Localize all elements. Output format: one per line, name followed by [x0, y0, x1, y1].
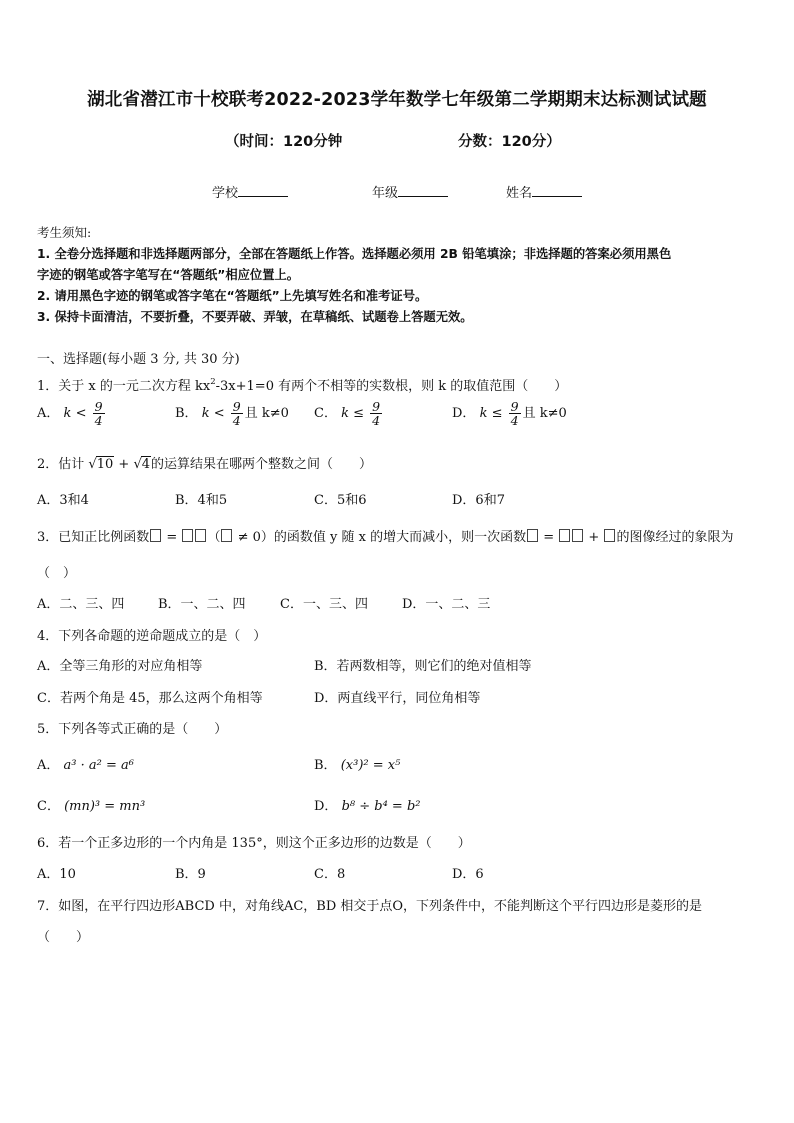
q3-option-c: C．一、三、四	[280, 597, 368, 612]
q1-option-c	[314, 400, 384, 427]
q1-d-den: 4	[510, 413, 519, 429]
name-field	[506, 182, 582, 201]
q1-stem-a: 1．关于 x 的一元二次方程 kx	[37, 379, 211, 394]
q3-stem-eq: =	[539, 530, 559, 545]
q3-stem-c: （	[207, 530, 221, 545]
question-4-stem: 4．下列各命题的逆命题成立的是（ ）	[37, 629, 267, 644]
q5-option-b	[314, 754, 400, 773]
q2-option-a: A．3和4	[37, 493, 89, 508]
q4-option-b: B．若两数相等，则它们的绝对值相等	[314, 659, 532, 674]
q5-option-d	[314, 795, 421, 814]
notice-item-1: 1. 全卷分选择题和非选择题两部分，全部在答题纸上作答。选择题必须用 2B 铅笔填涂；非选择题的答案必须用黑色	[37, 247, 672, 261]
q5-d-expr: b⁸ ÷ b⁴ = b²	[341, 799, 421, 814]
q5-option-c	[37, 795, 145, 814]
q1-c-op: ≤	[353, 406, 365, 422]
q1-b-label: B．	[175, 406, 198, 422]
notice-item-1-cont: 字迹的钢笔或答字笔写在“答题纸”相应位置上。	[37, 268, 300, 282]
q1-b-num: 9	[232, 399, 241, 414]
question-7-stem: 7．如图，在平行四边形ABCD 中，对角线AC，BD 相交于点O，下列条件中，不能判断这个平行四边形是菱形的是	[37, 899, 703, 914]
q3-stem-a: 3．已知正比例函数	[37, 530, 150, 545]
q1-d-k: k	[479, 406, 488, 422]
q3-option-a: A．二、三、四	[37, 597, 125, 612]
q5-c-expr: (mn)³ = mn³	[64, 799, 146, 814]
q4-option-d: D．两直线平行，同位角相等	[314, 691, 481, 706]
q4-option-c: C．若两个角是 45，那么这两个角相等	[37, 691, 263, 706]
q2-stem-a: 2．估计	[37, 457, 89, 472]
q1-c-k: k	[341, 406, 349, 422]
q1-d-suffix: 且 k≠0	[522, 406, 567, 422]
missing-glyph-icon	[195, 529, 206, 542]
q5-a-label: A．	[37, 758, 60, 773]
q1-a-label: A．	[37, 406, 60, 422]
q5-c-label: C．	[37, 799, 60, 814]
q3-stem-d: ≠ 0）的函数值 y 随 x 的增大而减小，则一次函数	[233, 530, 527, 545]
question-3-stem	[37, 526, 733, 545]
q1-a-fraction	[93, 400, 105, 427]
q1-a-num: 9	[94, 399, 103, 414]
sqrt-icon: √	[88, 457, 97, 472]
q2-option-d: D．6和7	[452, 493, 505, 508]
q6-option-b: B．9	[175, 867, 206, 882]
q5-a-expr: a³ · a² = a⁶	[63, 758, 134, 773]
q1-d-label: D．	[452, 406, 476, 422]
q1-stem-b: -3x+1=0 有两个不相等的实数根，则 k 的取值范围（ ）	[215, 379, 568, 394]
q5-b-expr: (x³)² = x⁵	[340, 758, 401, 773]
sqrt-icon: √	[133, 457, 142, 472]
section-heading: 一、选择题(每小题 3 分, 共 30 分)	[37, 352, 240, 367]
q3-stem-bracket: （ ）	[37, 566, 77, 581]
notice-item-3: 3. 保持卡面清洁，不要折叠，不要弄破、弄皱，在草稿纸、试题卷上答题无效。	[37, 310, 473, 324]
q3-option-d: D．一、二、三	[402, 597, 491, 612]
q2-option-b: B．4和5	[175, 493, 228, 508]
notice-item-2: 2. 请用黑色字迹的钢笔或答字笔在“答题纸”上先填写姓名和准考证号。	[37, 289, 428, 303]
missing-glyph-icon	[527, 529, 538, 542]
missing-glyph-icon	[221, 529, 232, 542]
q4-option-a: A．全等三角形的对应角相等	[37, 659, 203, 674]
q5-b-label: B．	[314, 758, 337, 773]
grade-label: 年级	[372, 186, 399, 201]
q3-option-b: B．一、二、四	[158, 597, 246, 612]
q1-b-den: 4	[232, 413, 241, 429]
q3-stem-b: =	[162, 530, 182, 545]
q1-c-label: C．	[314, 406, 337, 422]
q1-a-k: k	[63, 406, 72, 422]
q1-option-b	[175, 400, 289, 427]
name-blank	[532, 184, 582, 197]
q5-d-label: D．	[314, 799, 338, 814]
missing-glyph-icon	[572, 529, 583, 542]
exam-score: 分数：120分）	[458, 134, 561, 150]
q2-stem-b: 的运算结果在哪两个整数之间（ ）	[151, 457, 373, 472]
school-blank	[238, 184, 288, 197]
question-1-stem	[37, 375, 567, 394]
question-6-stem: 6．若一个正多边形的一个内角是 135°，则这个正多边形的边数是（ ）	[37, 836, 471, 851]
grade-field	[372, 182, 448, 201]
q1-b-op: <	[213, 406, 225, 422]
q1-b-k: k	[201, 406, 210, 422]
missing-glyph-icon	[182, 529, 193, 542]
q6-option-c: C．8	[314, 867, 346, 882]
missing-glyph-icon	[604, 529, 615, 542]
q2-plus: +	[118, 457, 130, 472]
school-label: 学校	[212, 186, 239, 201]
q1-d-op: ≤	[491, 406, 503, 422]
question-5-stem: 5．下列各等式正确的是（ ）	[37, 722, 228, 737]
q2-radicand-1: 10	[96, 457, 114, 472]
q2-option-c: C．5和6	[314, 493, 367, 508]
q1-option-a	[37, 400, 107, 427]
q7-stem-bracket: （ ）	[37, 930, 90, 945]
missing-glyph-icon	[559, 529, 570, 542]
exam-title: 湖北省潜江市十校联考2022-2023学年数学七年级第二学期期末达标测试试题	[87, 90, 707, 110]
q2-radicand-2: 4	[141, 457, 151, 472]
q1-c-fraction	[370, 400, 382, 427]
q1-a-den: 4	[94, 413, 103, 429]
q1-d-num: 9	[510, 399, 519, 414]
q1-a-op: <	[75, 406, 87, 422]
q3-stem-e: +	[584, 530, 604, 545]
q1-b-fraction	[231, 400, 243, 427]
q3-stem-f: 的图像经过的象限为	[616, 530, 734, 545]
grade-blank	[398, 184, 448, 197]
question-2-stem	[37, 453, 372, 472]
school-field	[212, 182, 288, 201]
q1-stem-sup: 2	[210, 377, 216, 387]
q1-c-den: 4	[372, 413, 381, 429]
notice-heading: 考生须知:	[37, 225, 92, 240]
q1-d-fraction	[509, 400, 521, 427]
exam-time: （时间：120分钟	[225, 134, 343, 150]
q1-option-d	[452, 400, 567, 427]
q1-b-suffix: 且 k≠0	[244, 406, 289, 422]
q6-option-a: A．10	[37, 867, 76, 882]
missing-glyph-icon	[150, 529, 161, 542]
q6-option-d: D．6	[452, 867, 484, 882]
q1-c-num: 9	[372, 399, 381, 414]
name-label: 姓名	[506, 186, 533, 201]
q5-option-a	[37, 754, 134, 773]
